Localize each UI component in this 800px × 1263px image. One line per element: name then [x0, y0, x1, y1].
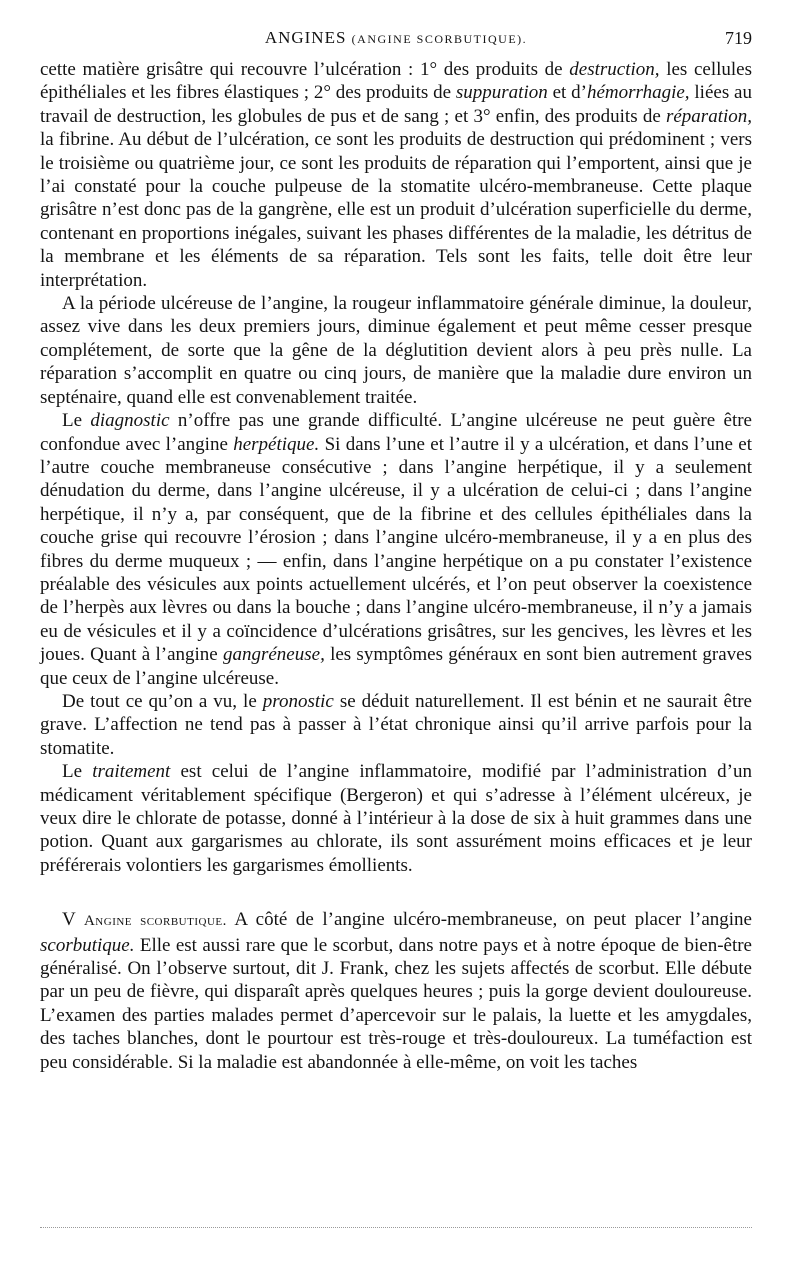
- paragraph-ulcerative-period: [40, 292, 752, 409]
- text-run: se déduit naturellement. Il est bénin et ne saurait être grave. L’affection ne tend pas à passer à l’état chronique ainsi qu’il arrive parfois pour la stomatite.: [40, 690, 752, 759]
- paragraph-treatment: [40, 760, 752, 877]
- text-run: Elle est aussi rare que le scorbut, dans notre pays et à notre époque de bien-être généralisé. On l’observe surtout, dit J. Frank, chez les sujets affectés de scorbut. Elle débute par un peu de fièvre, qui disparaît après quelques heures ; puis la gorge devient douloureuse. L’examen des parties malades permet d’apercevoir sur le palais, la luette et les amygdales, des taches blanches, dont le pourtour est très-rouge et très-douloureux. La tuméfaction est peu considérable. Si la maladie est abandonnée à elle-même, on voit les taches: [40, 934, 752, 1073]
- italic-term: réparation,: [665, 105, 752, 127]
- footer-rule: [40, 1227, 752, 1228]
- text-run: et d’: [547, 82, 587, 104]
- text-run: est celui de l’angine inflammatoire, modifié par l’administration d’un médicament véritablement spécifique (Bergeron) et qui s’adresse à l’élément ulcéreux, je veux dire le chlorate de potasse, donné à l’intérieur à la dose de six à huit grammes dans une potion. Quant aux gargarismes au chlorate, ils sont assurément moins efficaces et je leur préférerais volontiers les gargarismes émollients.: [40, 761, 753, 876]
- paragraph-diagnostic: [40, 409, 752, 690]
- text-run: De tout ce qu’on a vu, le: [62, 690, 263, 712]
- text-run: cette matière grisâtre qui recouvre l’ulcération : 1° des produits de: [40, 59, 570, 80]
- italic-term: suppuration: [455, 82, 548, 104]
- italic-term: hémorrhagie,: [586, 82, 690, 104]
- paragraph-prognosis: [40, 690, 752, 760]
- italic-term: gangréneuse,: [222, 644, 325, 666]
- italic-term: destruction,: [569, 59, 660, 80]
- paragraph-continuation: [40, 58, 752, 292]
- page-number: 719: [725, 28, 752, 48]
- text-run: les cellules épithéliales et les fibres élastiques ; 2° des produits de: [40, 59, 752, 104]
- page-header: [40, 28, 752, 56]
- italic-term: scorbutique.: [40, 934, 135, 956]
- section-heading: Angine scorbutique.: [83, 913, 227, 930]
- italic-term: diagnostic: [90, 410, 170, 432]
- text-run: A côté de l’angine ulcéro-membraneuse, on peut placer l’angine: [226, 909, 752, 931]
- italic-term: traitement: [92, 761, 171, 783]
- text-run: liées au travail de destruction, les globules de pus et de sang ; et 3° enfin, des produits de: [40, 82, 752, 127]
- text-run: Le: [62, 410, 91, 432]
- body-text: [40, 58, 752, 1074]
- text-run: A la période ulcéreuse de l’angine, la rougeur inflammatoire générale diminue, la douleur, assez vive dans les deux premiers jours, diminue également et peut même cesser presque complétement, de sorte que la gêne de la déglutition devient alors à peu près nulle. La réparation s’accomplit en quatre ou cinq jours, de manière que la maladie dure environ un septénaire, quand elle est convenablement traitée.: [40, 293, 752, 408]
- running-title: [40, 28, 752, 48]
- text-run: les symptômes généraux en sont bien autrement graves que ceux de l’angine ulcéreuse.: [40, 644, 752, 689]
- text-run: Si dans l’une et l’autre il y a ulcération, et dans l’une et l’autre couche membraneuse consécutive ; dans l’angine herpétique, il y a seulement dénudation du derme, dans l’angine ulcéreuse, il y a ulcération de celui-ci ; dans l’angine herpétique, il n’y a, par conséquent, que de la fibrine et des cellules épithéliales dans la couche grise qui recouvre l’érosion ; dans l’angine ulcéro-membraneuse, il y a en plus des fibres du derme muqueux ; — enfin, dans l’angine herpétique on a pu constater l’existence préalable des vésicules aux points actuellement ulcérés, et l’on peut observer la coexistence de l’herpès aux lèvres ou dans la bouche ; dans l’angine ulcéro-membraneuse, il n’y a jamais eu de vésicules et il y a coïncidence d’ulcérations grisâtres, sur les gencives, les lèvres et les joues. Quant à l’angine: [40, 433, 752, 666]
- text-run: Le: [62, 761, 93, 783]
- text-run: la fibrine. Au début de l’ulcération, ce sont les produits de destruction qui prédominent ; vers le troisième ou quatrième jour, ce sont les produits de réparation qui l’emportent, ainsi que je l’ai constaté pour la couche pulpeuse de la stomatite ulcéro-membraneuse. Cette plaque grisâtre n’est donc pas de la gangrène, elle est un produit d’ulcération superficielle du derme, contenant en proportions inégales, suivant les phases différentes de la maladie, les détritus de la membrane et les éléments de sa réparation. Tels sont les faits, telle doit être leur interprétation.: [40, 129, 752, 291]
- italic-term: pronostic: [262, 690, 334, 712]
- paragraph-scorbutic-angina: [40, 908, 752, 1074]
- text-run: n’offre pas une grande difficulté. L’angine ulcéreuse ne peut guère être confondue avec l’angine: [40, 410, 752, 455]
- section-number: V: [62, 909, 84, 931]
- running-title-subtitle: (ANGINE SCORBUTIQUE).: [351, 32, 528, 46]
- running-title-main: ANGINES: [264, 28, 347, 47]
- italic-term: herpétique.: [233, 433, 320, 455]
